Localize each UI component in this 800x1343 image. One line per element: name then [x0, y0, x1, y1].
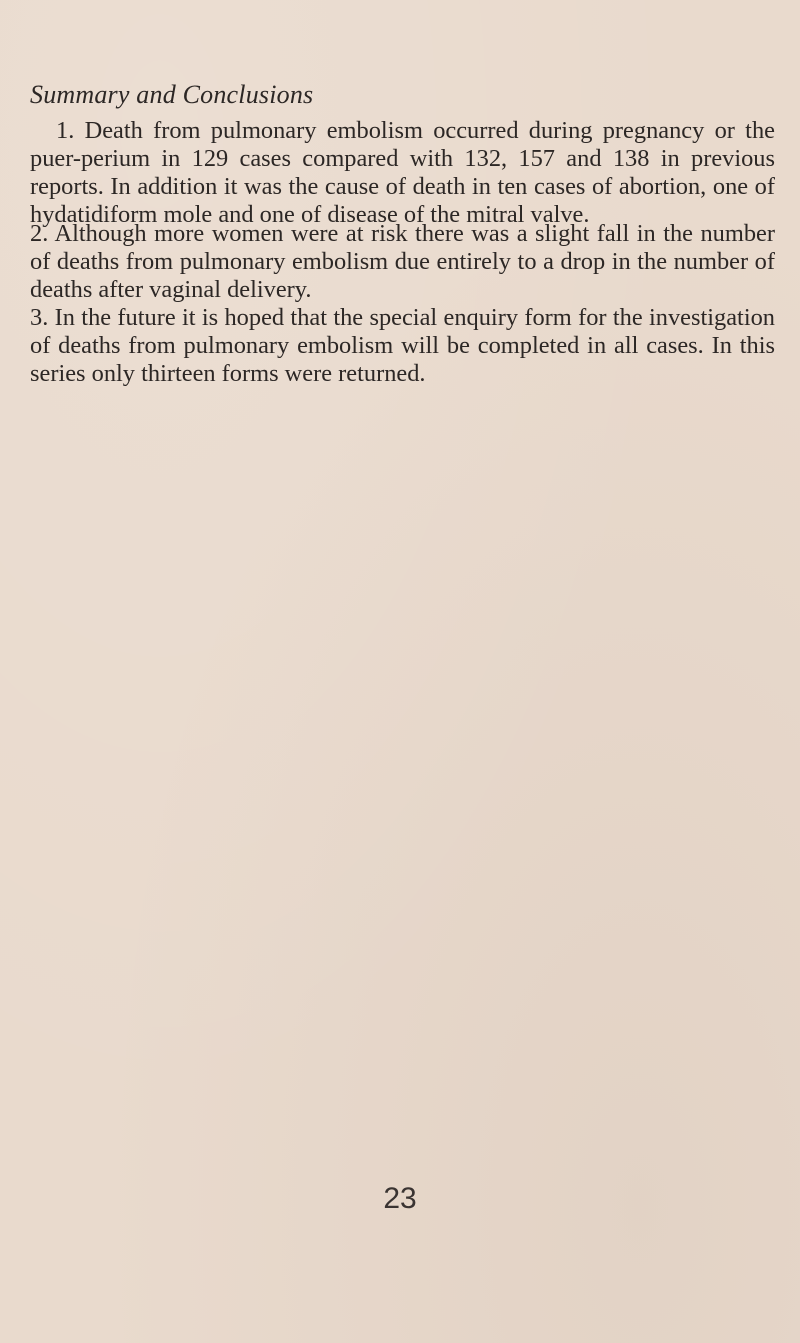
paragraph-3-number: 3.: [30, 304, 49, 331]
paragraph-2-text: Although more women were at risk there was a slight fall in the number of deaths from pulmonary embolism due entirely to a drop in the number of deaths after vaginal delivery.: [30, 220, 775, 303]
paragraph-2: [30, 220, 775, 304]
section-heading: Summary and Conclusions: [30, 80, 314, 109]
paragraph-3-text: In the future it is hoped that the special enquiry form for the investigation of deaths from pulmonary embolism will be completed in all cases. In this series only thirteen forms were returned.: [30, 304, 775, 387]
paragraph-1-text: Death from pulmonary embolism occurred during pregnancy or the puer-perium in 129 cases compared with 132, 157 and 138 in previous reports. In addition it was the cause of death in ten cases of abortion, one of hydatidiform mole and one of disease of the mitral valve.: [30, 117, 775, 228]
paragraph-1-number: 1.: [56, 117, 75, 144]
paragraph-2-number: 2.: [30, 220, 49, 247]
paragraph-1: [30, 117, 775, 229]
paragraph-3: [30, 304, 775, 388]
page-number: 23: [383, 1182, 417, 1215]
